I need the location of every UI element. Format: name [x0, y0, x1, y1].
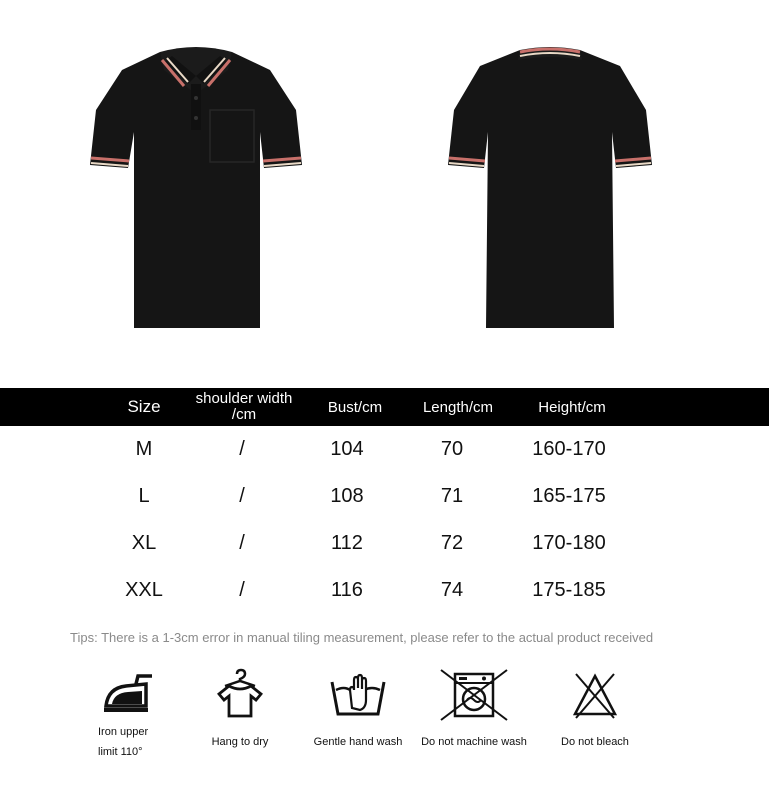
cell-length: 71 [440, 485, 464, 507]
care-label-no-machine-wash: Do not machine wash [421, 736, 527, 748]
cell-shoulder: / [239, 485, 245, 507]
cell-shoulder: / [239, 579, 245, 601]
care-item-handwash [306, 668, 410, 752]
table-row [0, 520, 769, 567]
care-label-hang: Hang to dry [211, 736, 269, 748]
header-shoulder-line2: /cm [231, 406, 257, 423]
header-length: Length/cm [422, 398, 494, 416]
care-label-handwash: Gentle hand wash [313, 736, 403, 748]
care-item-no-bleach [552, 668, 638, 752]
no-machine-wash-icon [439, 668, 509, 722]
table-header [0, 388, 769, 426]
hanger-shirt-icon [215, 668, 265, 722]
no-bleach-icon [570, 668, 620, 722]
cell-height: 160-170 [532, 438, 606, 460]
tips-text: Tips: There is a 1-3cm error in manual tiling measurement, please refer to the actual product received [70, 630, 654, 645]
polo-front-image [88, 40, 304, 332]
cell-height: 175-185 [532, 579, 606, 601]
hand-wash-icon [328, 668, 388, 722]
header-height: Height/cm [538, 398, 606, 416]
cell-length: 74 [440, 579, 464, 601]
cell-size: L [138, 485, 150, 507]
cell-bust: 108 [330, 485, 364, 507]
size-table [0, 388, 769, 614]
cell-bust: 104 [330, 438, 364, 460]
cell-size: XL [131, 532, 157, 554]
care-item-iron [90, 668, 166, 762]
care-label-iron-line2: limit 110° [98, 746, 143, 758]
care-instructions [0, 668, 769, 788]
product-images [0, 0, 769, 380]
cell-shoulder: / [239, 532, 245, 554]
header-bust: Bust/cm [327, 398, 383, 416]
header-shoulder [182, 388, 306, 426]
cell-height: 165-175 [532, 485, 606, 507]
care-label-iron-line1: Iron upper [98, 726, 149, 738]
cell-bust: 112 [331, 532, 363, 554]
cell-size: M [135, 438, 153, 460]
cell-bust: 116 [331, 579, 363, 601]
cell-size: XXL [125, 579, 163, 601]
header-shoulder-line1: shoulder width [195, 390, 293, 407]
header-size: Size [127, 397, 161, 416]
cell-length: 72 [440, 532, 464, 554]
care-item-hang [198, 668, 282, 752]
table-row [0, 567, 769, 614]
cell-height: 170-180 [532, 532, 606, 554]
cell-shoulder: / [239, 438, 245, 460]
table-row [0, 426, 769, 473]
care-item-no-machine-wash [414, 668, 534, 752]
cell-length: 70 [440, 438, 464, 460]
care-label-no-bleach: Do not bleach [561, 736, 629, 748]
iron-icon [98, 668, 158, 718]
table-row [0, 473, 769, 520]
polo-back-image [444, 40, 656, 332]
